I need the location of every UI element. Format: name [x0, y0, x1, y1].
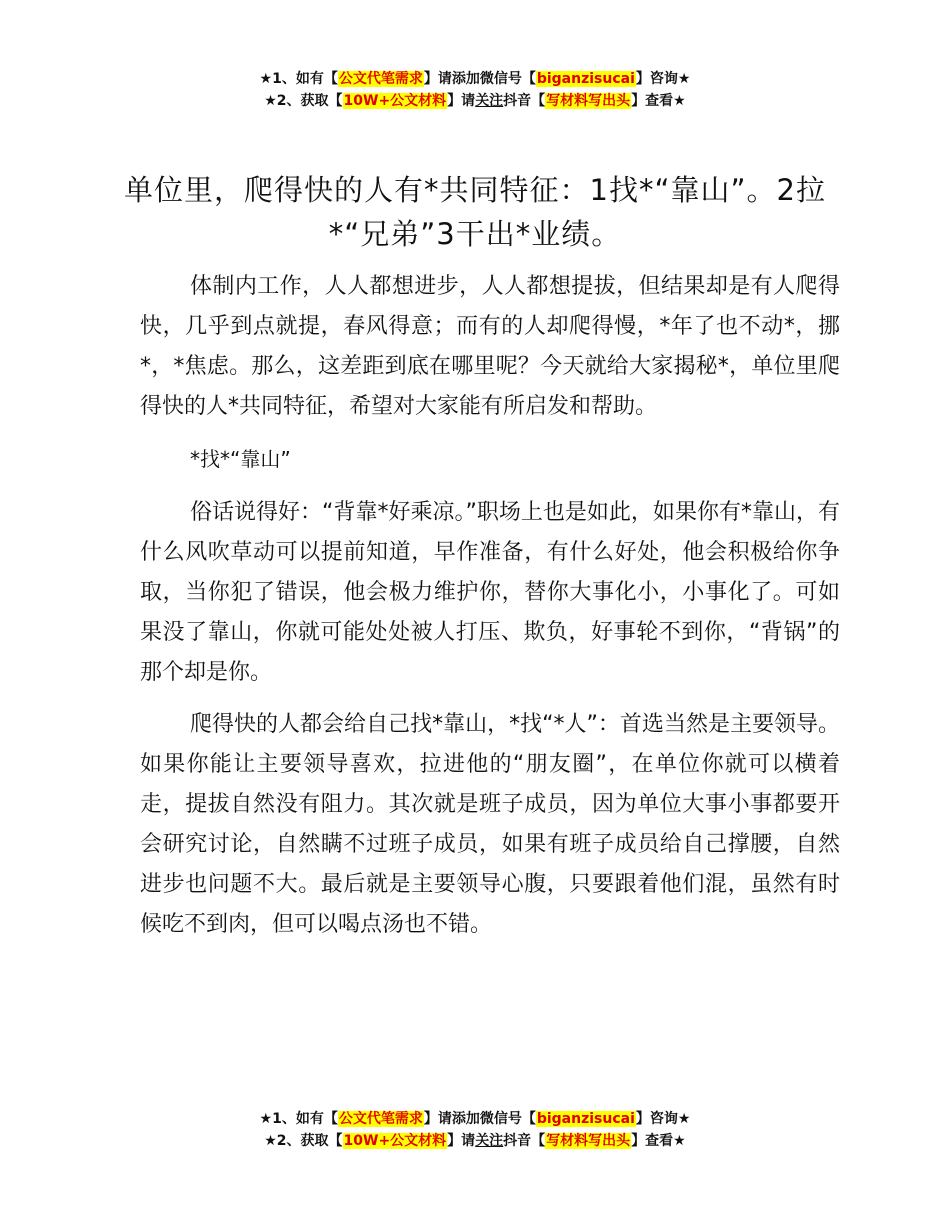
banner-text: 】咨询★ [635, 71, 691, 87]
banner-text: ★1、如有【 [259, 1111, 338, 1127]
section-heading: *找*“靠山” [190, 447, 291, 471]
document-body [140, 267, 840, 957]
paragraph-body: 爬得快的人都会给自己找*靠山，*找“*人”：首选当然是主要领导。如果你能让主要领导喜欢，拉进他的“朋友圈”，在单位你就可以横着走，提拔自然没有阻力。其次就是班子成员，因为单位大事小事都要开会研究讨论，自然瞒不过班子成员，如果有班子成员给自己撑腰，自然进步也问题不大。最后就是主要领导心腹，只要跟着他们混，虽然有时候吃不到肉，但可以喝点汤也不错。 [140, 712, 840, 937]
banner-text: 】查看★ [631, 93, 686, 109]
banner-line-2 [0, 1130, 950, 1152]
banner-highlight: biganzisucai [536, 71, 635, 87]
banner-underlined: 关注 [475, 1133, 504, 1149]
banner-highlight: 写材料写出头 [546, 93, 631, 109]
banner-text: 】请添加微信号【 [423, 71, 536, 87]
banner-highlight: 公文代笔需求 [338, 1111, 423, 1127]
paragraph-body: 俗话说得好：“背靠*好乘凉。”职场上也是如此，如果你有*靠山，有什么风吹草动可以提前知道，早作准备，有什么好处，他会积极给你争取，当你犯了错误，他会极力维护你，替你大事化小，小事化了。可如果没了靠山，你就可能处处被人打压、欺负，好事轮不到你，“背锅”的那个却是你。 [140, 500, 840, 685]
banner-text: ★1、如有【 [259, 71, 338, 87]
banner-text: 】查看★ [631, 1133, 686, 1149]
banner-highlight: biganzisucai [536, 1111, 635, 1127]
banner-text: ★2、获取【 [264, 1133, 343, 1149]
banner-text: 抖音【 [503, 1133, 546, 1149]
banner-text: ★2、获取【 [264, 93, 343, 109]
banner-highlight: 10W+公文材料 [343, 93, 447, 109]
footer-banner [0, 1108, 950, 1152]
banner-highlight: 10W+公文材料 [343, 1133, 447, 1149]
banner-line-1 [0, 68, 950, 90]
paragraph-intro: 体制内工作，人人都想进步，人人都想提拔，但结果却是有人爬得快，几乎到点就提，春风得意；而有的人却爬得慢，*年了也不动*，挪*，*焦虑。那么，这差距到底在哪里呢？今天就给大家揭秘*，单位里爬得快的人*共同特征，希望对大家能有所启发和帮助。 [140, 274, 840, 419]
banner-highlight: 公文代笔需求 [338, 71, 423, 87]
header-banner [0, 68, 950, 112]
banner-text: 】请 [447, 1133, 476, 1149]
banner-text: 】咨询★ [635, 1111, 691, 1127]
document-title: 单位里，爬得快的人有*共同特征：1找*“靠山”。2拉*“兄弟”3干出*业绩。 [124, 173, 826, 251]
banner-underlined: 关注 [475, 93, 504, 109]
banner-line-2 [0, 90, 950, 112]
banner-text: 】请添加微信号【 [423, 1111, 536, 1127]
banner-text: 】请 [447, 93, 476, 109]
banner-line-1 [0, 1108, 950, 1130]
banner-highlight: 写材料写出头 [546, 1133, 631, 1149]
banner-text: 抖音【 [503, 93, 546, 109]
